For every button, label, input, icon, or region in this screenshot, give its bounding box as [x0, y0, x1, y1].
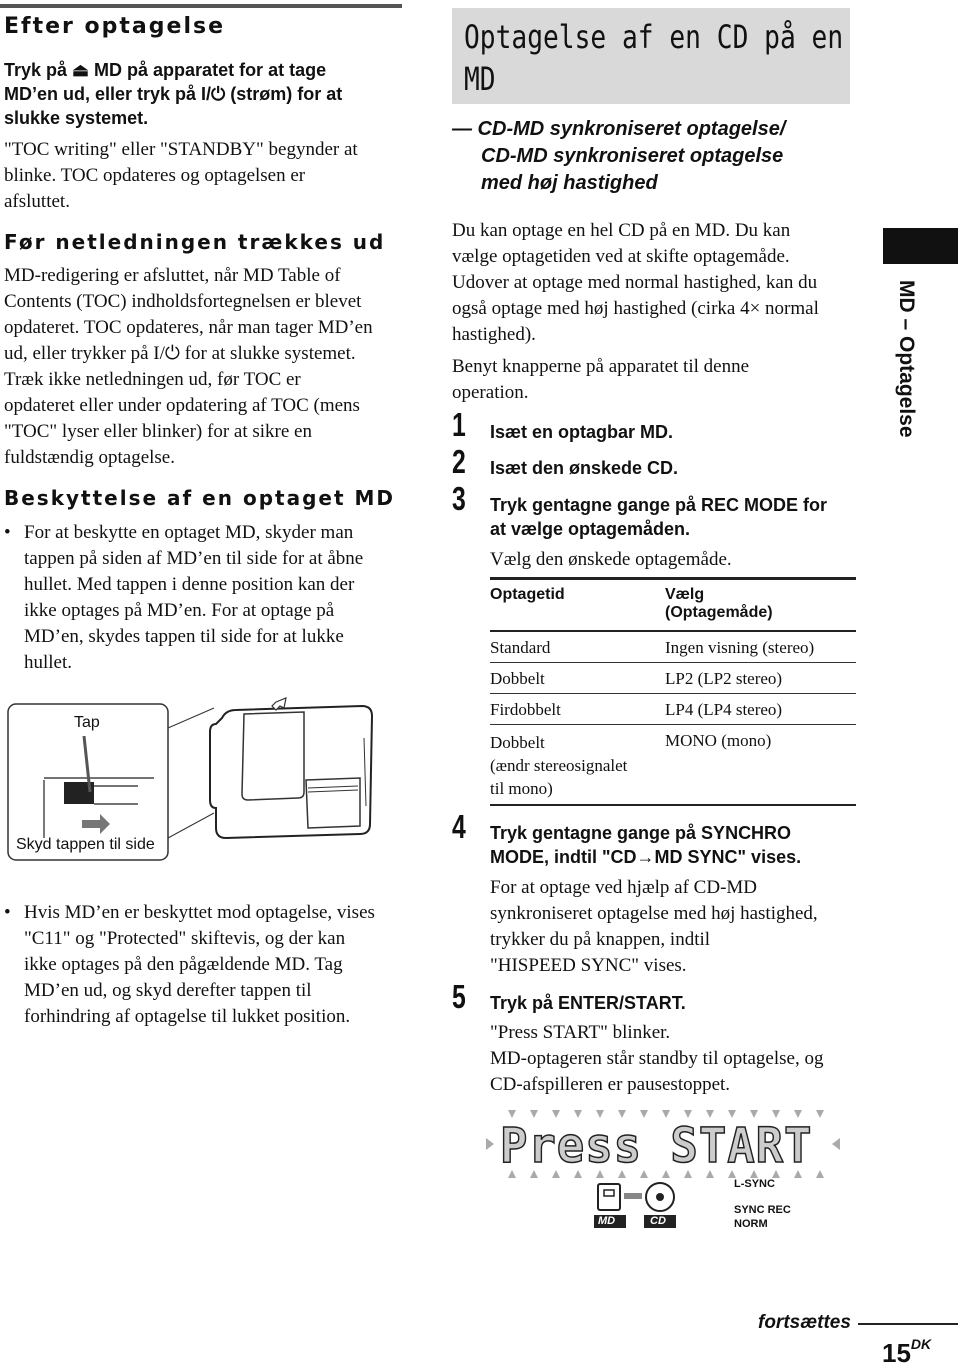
- blink-triangle-icon: [574, 1110, 582, 1118]
- step-3-note: Vælg den ønskede optagemåde.: [490, 549, 732, 570]
- table-cell: [490, 725, 665, 806]
- step-4-text: [490, 821, 801, 869]
- efter-optagelse-body: [4, 137, 404, 215]
- line: MD’en, skydes tappen til side for at lukke: [24, 626, 344, 647]
- line: MD-redigering er afsluttet, når MD Table of: [4, 265, 341, 286]
- step-number: 3: [452, 480, 466, 517]
- line: For at beskytte en optaget MD, skyder man: [24, 522, 354, 543]
- bullet-dot: •: [4, 902, 11, 923]
- step-5-note: [490, 1020, 860, 1098]
- line: (Optagemåde): [665, 604, 773, 621]
- beskyttelse-bullet-1: [24, 520, 404, 676]
- line: Benyt knapperne på apparatet til denne: [452, 356, 750, 377]
- line: hullet. Med tappen i denne position kan der: [24, 574, 355, 595]
- lcd-cd-label: CD: [650, 1215, 666, 1227]
- side-tab-label: MD – Optagelse: [895, 280, 918, 438]
- line: Contents (TOC) indholdsfortegnelsen er blevet: [4, 291, 362, 312]
- recording-mode-table: [490, 577, 856, 806]
- table-header-row: [490, 579, 856, 632]
- line: (ændr stereosignalet: [490, 756, 628, 775]
- blink-triangle-icon: [530, 1110, 538, 1118]
- lcd-text: Press START: [500, 1118, 813, 1174]
- line: operation.: [452, 382, 529, 403]
- table-row: [490, 694, 856, 725]
- table-cell: Firdobbelt: [490, 694, 665, 725]
- blink-indicator-right: [832, 1138, 840, 1150]
- footer-rule: [858, 1323, 958, 1325]
- bullet-dot: •: [4, 522, 11, 543]
- lcd-lsync: L-SYNC: [734, 1178, 775, 1190]
- step-3-text: [490, 493, 827, 541]
- table-cell: Dobbelt: [490, 663, 665, 694]
- netledning-body: [4, 263, 404, 471]
- step-number: 5: [452, 978, 466, 1015]
- line: Tryk på ⏏ MD på apparatet for at tage: [4, 60, 327, 80]
- blink-triangle-icon: [618, 1110, 626, 1118]
- line: CD-afspilleren er pausestoppet.: [490, 1074, 731, 1095]
- blink-triangle-icon: [772, 1110, 780, 1118]
- table-header: [665, 579, 856, 632]
- line: blinke. TOC opdateres og optagelsen er: [4, 165, 306, 186]
- line: MD’en ud, eller tryk på I/⏻ (strøm) for at: [4, 84, 343, 104]
- lcd-syncrec: SYNC REC: [734, 1204, 791, 1216]
- minidisc-shutter: [242, 712, 304, 800]
- line: til mono): [490, 779, 553, 798]
- blink-triangle-icon: [706, 1110, 714, 1118]
- line: "TOC writing" eller "STANDBY" begynder at: [4, 139, 358, 160]
- heading-netledning: Før netledningen trækkes ud: [4, 230, 386, 254]
- line: hullet.: [24, 652, 73, 673]
- table-cell: Ingen visning (stereo): [665, 631, 856, 663]
- lcd-md-label: MD: [598, 1215, 616, 1227]
- line: "C11" og "Protected" skiftevis, og der kan: [24, 928, 346, 949]
- line: MODE, indtil "CD→MD SYNC" vises.: [490, 847, 802, 867]
- label-skyd-tappen: Skyd tappen til side: [16, 836, 155, 853]
- table-row: [490, 663, 856, 694]
- blink-triangle-icon: [684, 1110, 692, 1118]
- table-cell: MONO (mono): [665, 725, 856, 806]
- line: fuldstændig optagelse.: [4, 447, 175, 468]
- line: Du kan optage en hel CD på en MD. Du kan: [452, 220, 791, 241]
- efter-optagelse-instruction: [4, 58, 404, 130]
- step-number: 1: [452, 406, 466, 443]
- line: Tryk gentagne gange på SYNCHRO: [490, 823, 792, 843]
- md-disc-icon: [598, 1184, 620, 1210]
- subtitle-line: med høj hastighed: [481, 172, 658, 194]
- line: Tryk gentagne gange på REC MODE for: [490, 495, 828, 515]
- step-number: 4: [452, 808, 466, 845]
- table-header: Optagetid: [490, 579, 665, 632]
- blink-triangle-icon: [596, 1110, 604, 1118]
- intro-paragraph: [452, 218, 862, 348]
- line: synkroniseret optagelse med høj hastighed,: [490, 903, 818, 924]
- intro-paragraph-2: [452, 354, 862, 406]
- lcd-display: [484, 1108, 844, 1238]
- line: at vælge optagemåden.: [490, 519, 691, 539]
- lcd-norm: NORM: [734, 1218, 768, 1230]
- blink-triangle-icon: [662, 1110, 670, 1118]
- heading-beskyttelse: Beskyttelse af en optaget MD: [4, 486, 395, 510]
- blink-triangle-icon: [728, 1110, 736, 1118]
- line: "HISPEED SYNC" vises.: [490, 955, 687, 976]
- line: vælge optagetiden ved at skifte optagemåde.: [452, 246, 790, 267]
- line: Hvis MD’en er beskyttet mod optagelse, vises: [24, 902, 375, 923]
- line: også optage med høj hastighed (cirka 4× normal: [452, 298, 819, 319]
- step-5-text: Tryk på ENTER/START.: [490, 993, 686, 1013]
- line: MD’en ud, og skyd derefter tappen til: [24, 980, 312, 1001]
- subtitle-line: CD-MD synkroniseret optagelse: [481, 145, 784, 167]
- page-suffix: DK: [910, 1336, 932, 1352]
- step-2-text: Isæt den ønskede CD.: [490, 458, 679, 478]
- line: opdateret eller under opdatering af TOC (mens: [4, 395, 360, 416]
- table-cell: Standard: [490, 631, 665, 663]
- line: Vælg: [665, 586, 705, 603]
- table-row: [490, 725, 856, 806]
- blink-triangle-icon: [794, 1110, 802, 1118]
- section-rule: [0, 4, 402, 8]
- line: For at optage ved hjælp af CD-MD: [490, 877, 758, 898]
- step-number: 2: [452, 443, 466, 480]
- step-1-text: Isæt en optagbar MD.: [490, 422, 674, 442]
- blink-triangle-icon: [552, 1110, 560, 1118]
- page-title: [464, 16, 849, 100]
- table-row: [490, 631, 856, 663]
- line: Dobbelt: [490, 733, 545, 752]
- line: Træk ikke netledningen ud, før TOC er: [4, 369, 301, 390]
- beskyttelse-bullet-2: [24, 900, 414, 1030]
- md-tab-illustration: [4, 688, 414, 878]
- line: "TOC" lyser eller blinker) for at sikre en: [4, 421, 312, 442]
- title-line: Optagelse af en CD på en: [464, 18, 844, 56]
- table-cell: LP2 (LP2 stereo): [665, 663, 856, 694]
- blink-triangle-icon: [508, 1110, 516, 1118]
- blink-triangle-icon: [750, 1110, 758, 1118]
- line: slukke systemet.: [4, 108, 149, 128]
- side-tab-marker: [883, 228, 958, 264]
- blink-indicator-left: [486, 1138, 494, 1150]
- step-4-note: [490, 875, 860, 979]
- continues-label: fortsættes: [758, 1312, 851, 1333]
- label-tap: Tap: [74, 714, 100, 731]
- page-number-value: 15: [882, 1338, 911, 1368]
- blink-triangle-icon: [640, 1110, 648, 1118]
- subtitle-line: — CD-MD synkroniseret optagelse/: [452, 118, 786, 140]
- blink-triangle-icon: [486, 1138, 494, 1150]
- line: ud, eller trykker på I/⏻ for at slukke systemet.: [4, 343, 356, 364]
- line: hastighed).: [452, 324, 536, 345]
- heading-efter-optagelse: Efter optagelse: [4, 14, 225, 39]
- page-subtitle: [452, 116, 785, 197]
- page-number: [882, 1338, 931, 1369]
- blink-triangle-icon: [832, 1138, 840, 1150]
- line: opdateret. TOC opdateres, når man tager MD’en: [4, 317, 373, 338]
- blink-indicator-row-top: [508, 1110, 824, 1118]
- line: afsluttet.: [4, 191, 70, 212]
- line: Udover at optage med normal hastighed, kan du: [452, 272, 818, 293]
- table-cell: LP4 (LP4 stereo): [665, 694, 856, 725]
- blink-triangle-icon: [816, 1110, 824, 1118]
- line: tappen på siden af MD’en til side for at åbne: [24, 548, 364, 569]
- blink-triangle-icon: [816, 1170, 824, 1178]
- line: ikke optages på MD’en. For at optage på: [24, 600, 335, 621]
- line: MD-optageren står standby til optagelse, og: [490, 1048, 824, 1069]
- line: ikke optages på den pågældende MD. Tag: [24, 954, 343, 975]
- sync-arrow-icon: [624, 1193, 642, 1199]
- line: forhindring af optagelse til lukket position.: [24, 1006, 351, 1027]
- line: "Press START" blinker.: [490, 1022, 671, 1043]
- line: trykker du på knappen, indtil: [490, 929, 711, 950]
- title-line: MD: [464, 60, 496, 98]
